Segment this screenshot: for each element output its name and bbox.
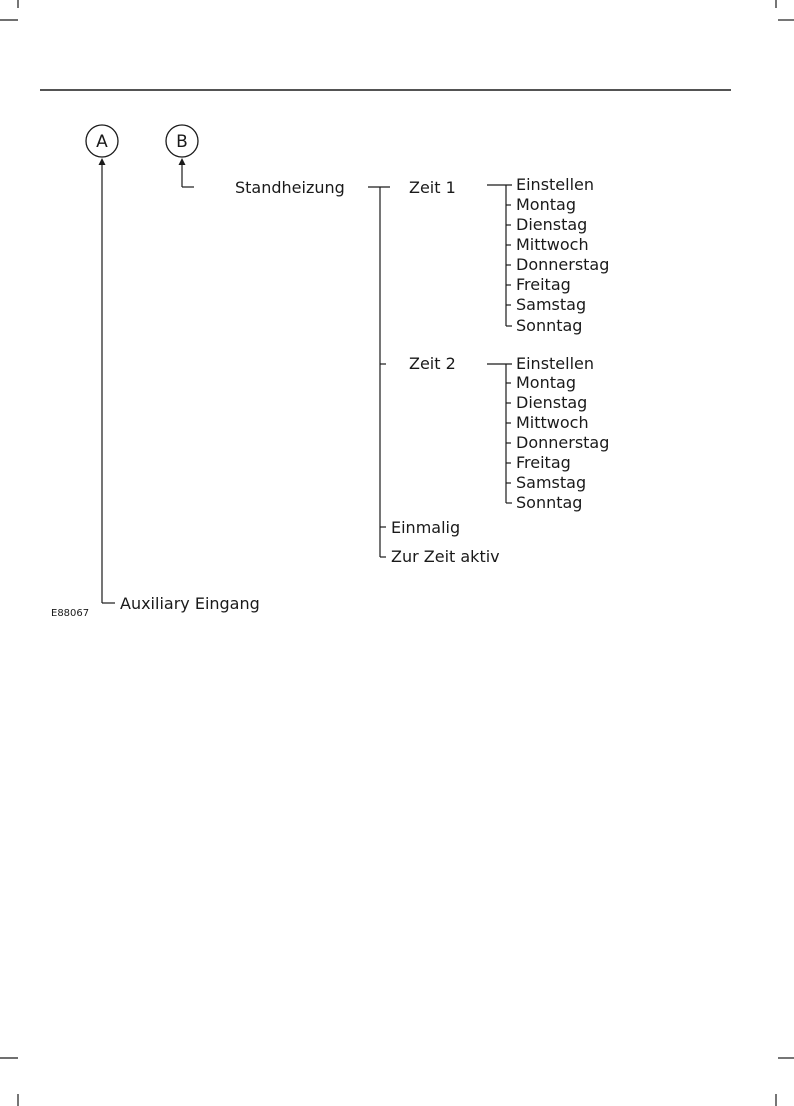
zeit1-label: Zeit 1 xyxy=(409,178,456,197)
auxiliary-eingang-label: Auxiliary Eingang xyxy=(120,594,260,613)
connector-a xyxy=(99,158,116,603)
arrow-up-icon xyxy=(99,158,106,165)
marker-b xyxy=(166,125,198,157)
zeit1-branch xyxy=(487,185,512,326)
zeit1-item: Freitag xyxy=(516,275,571,294)
einmalig-label: Einmalig xyxy=(391,518,461,537)
zeit2-item: Donnerstag xyxy=(516,433,610,452)
arrow-up-icon xyxy=(179,158,186,165)
zeit1-item: Montag xyxy=(516,195,576,214)
zeit1-item: Einstellen xyxy=(516,175,595,194)
marker-a-label: A xyxy=(96,132,108,152)
zur-zeit-aktiv-label: Zur Zeit aktiv xyxy=(391,547,500,566)
zeit1-items xyxy=(516,175,609,335)
zeit2-item: Freitag xyxy=(516,453,571,472)
connector-b xyxy=(179,158,195,187)
zeit2-item: Mittwoch xyxy=(516,413,589,432)
zeit2-items xyxy=(516,354,609,512)
zeit1-item: Donnerstag xyxy=(516,255,610,274)
marker-b-label: B xyxy=(176,132,188,152)
zeit2-item: Samstag xyxy=(516,473,587,492)
zeit2-item: Einstellen xyxy=(516,354,595,373)
marker-a xyxy=(86,125,118,157)
zeit1-item: Mittwoch xyxy=(516,235,589,254)
zeit1-item: Dienstag xyxy=(516,215,588,234)
zeit2-item: Dienstag xyxy=(516,393,588,412)
zeit2-branch xyxy=(487,364,512,503)
standheizung-label: Standheizung xyxy=(235,178,345,197)
zeit2-item: Sonntag xyxy=(516,493,583,512)
zeit2-label: Zeit 2 xyxy=(409,354,456,373)
zeit2-item: Montag xyxy=(516,373,576,392)
figure-code: E88067 xyxy=(51,608,90,619)
zeit1-item: Samstag xyxy=(516,295,587,314)
zeit1-item: Sonntag xyxy=(516,316,583,335)
standheizung-branch xyxy=(368,187,390,557)
